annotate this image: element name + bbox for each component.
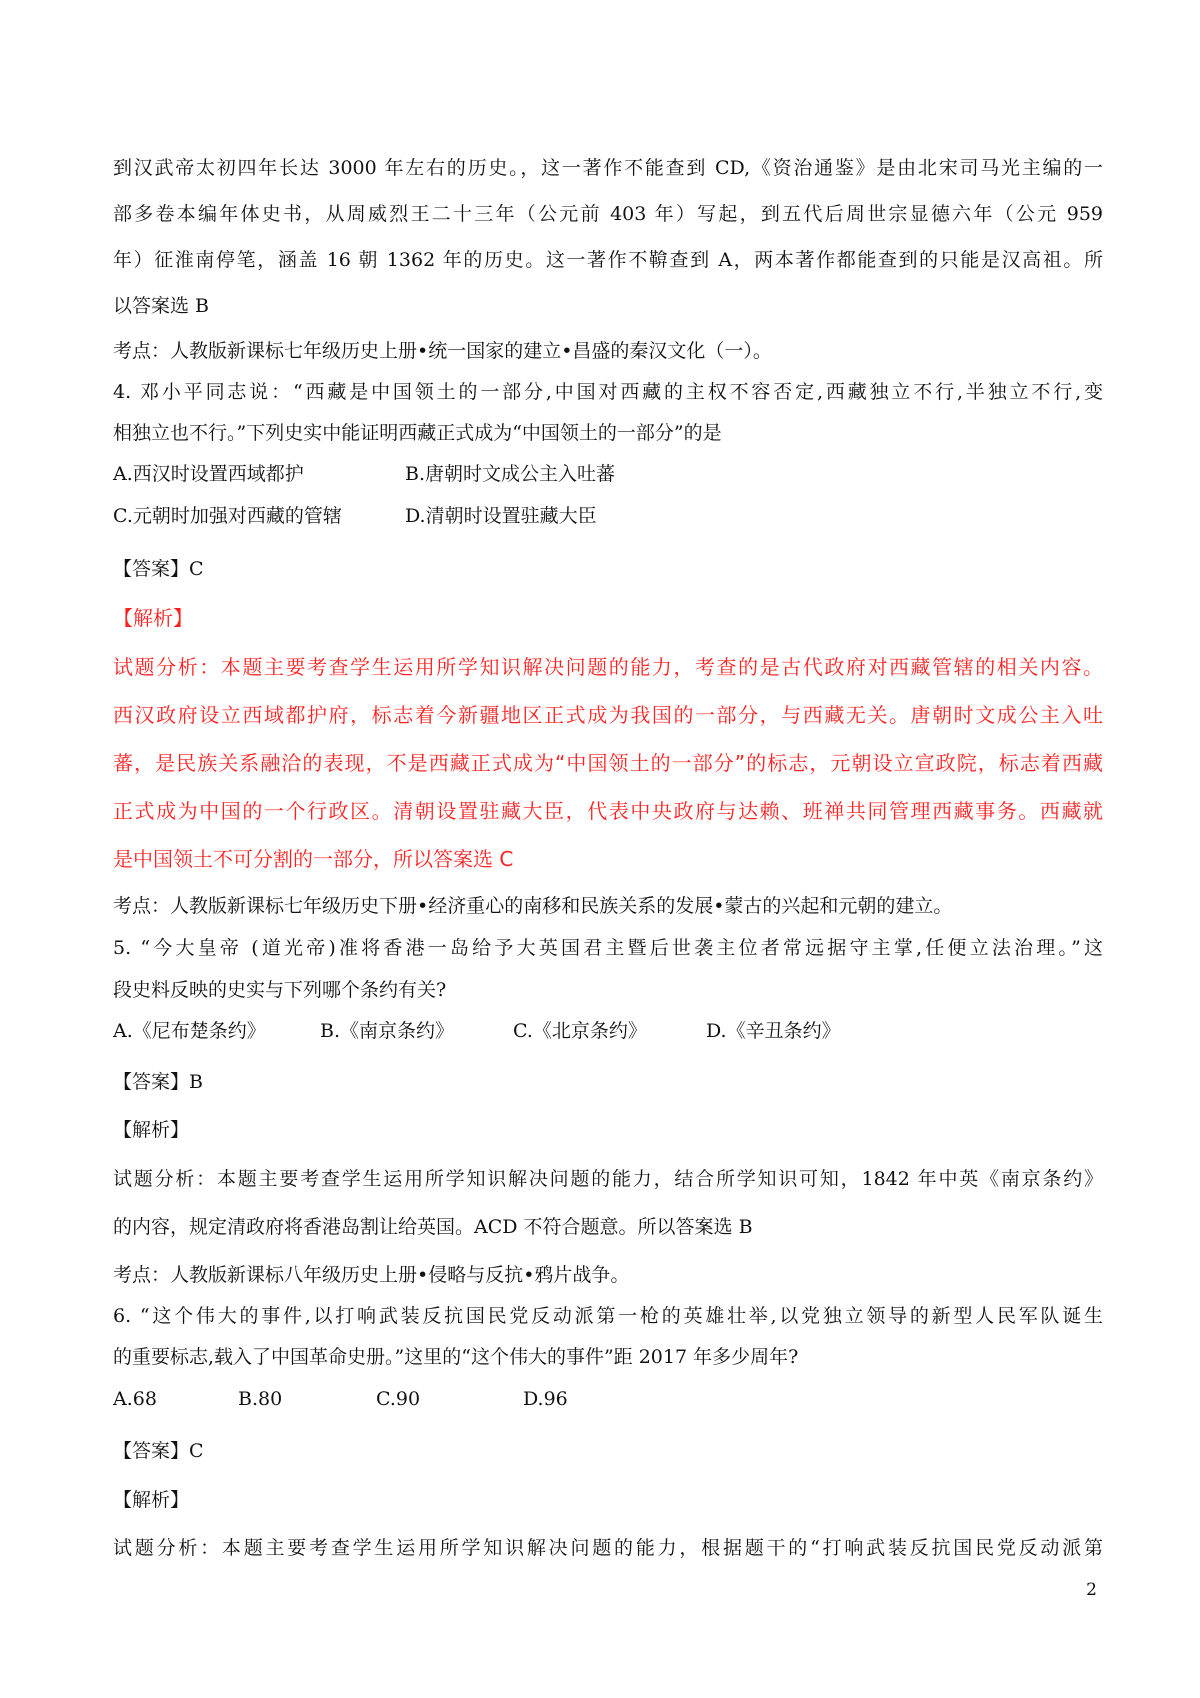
prev-analysis-line-4: 以答案选 B bbox=[113, 295, 210, 317]
q4-option-d: D.清朝时设置驻藏大臣 bbox=[405, 505, 597, 527]
q6-option-a: A.68 bbox=[113, 1388, 157, 1410]
q5-option-d: D.《辛丑条约》 bbox=[706, 1020, 841, 1042]
prev-analysis-line-1: 到汉武帝太初四年长达 3000 年左右的历史。，这一著作不能查到 CD,《资治通鉴》是由北宋司马光主编的一 bbox=[113, 157, 1103, 179]
q6-option-c: C.90 bbox=[376, 1388, 421, 1410]
q5-knowledge-point: 考点：人教版新课标八年级历史上册•侵略与反抗•鸦片战争。 bbox=[113, 1264, 630, 1286]
prev-analysis-line-3: 年）征淮南停笔，涵盖 16 朝 1362 年的历史。这一著作不鞥查到 A，两本著作都能查到的只能是汉高祖。所 bbox=[113, 249, 1103, 271]
q4-knowledge-point: 考点：人教版新课标七年级历史下册•经济重心的南移和民族关系的发展•蒙古的兴起和元朝的建立。 bbox=[113, 895, 953, 917]
q6-option-d: D.96 bbox=[523, 1388, 568, 1410]
q6-stem-line-2: 的重要标志,载入了中国革命史册。”这里的“这个伟大的事件”距 2017 年多少周年? bbox=[113, 1346, 799, 1368]
page-number: 2 bbox=[1086, 1580, 1097, 1600]
q5-stem-line-2: 段史料反映的史实与下列哪个条约有关? bbox=[113, 979, 447, 1001]
q5-option-a: A.《尼布楚条约》 bbox=[113, 1020, 266, 1042]
q4-option-a: A.西汉时设置西域都护 bbox=[113, 463, 304, 485]
q4-analysis-line-5: 是中国领土不可分割的一部分，所以答案选 C bbox=[113, 847, 514, 871]
q5-answer: 【答案】B bbox=[113, 1071, 203, 1093]
prev-analysis-line-2: 部多卷本编年体史书，从周威烈王二十三年（公元前 403 年）写起，到五代后周世宗显德六年（公元 959 bbox=[113, 203, 1103, 225]
q4-option-c: C.元朝时加强对西藏的管辖 bbox=[113, 505, 342, 527]
q6-answer: 【答案】C bbox=[113, 1440, 204, 1462]
q4-analysis-title: 【解析】 bbox=[113, 606, 193, 630]
q5-analysis-line-1: 试题分析：本题主要考查学生运用所学知识解决问题的能力，结合所学知识可知，1842 年中英《南京条约》 bbox=[113, 1168, 1103, 1190]
q4-analysis-line-2: 西汉政府设立西域都护府，标志着今新疆地区正式成为我国的一部分，与西藏无关。唐朝时文成公主入吐 bbox=[113, 703, 1103, 727]
q5-option-b: B.《南京条约》 bbox=[320, 1020, 455, 1042]
q5-stem-line-1: 5. “今大皇帝 (道光帝)准将香港一岛给予大英国君主暨后世袭主位者常远据守主掌,任便立法治理。”这 bbox=[113, 937, 1103, 959]
q5-analysis-line-2: 的内容，规定清政府将香港岛割让给英国。ACD 不符合题意。所以答案选 B bbox=[113, 1216, 753, 1238]
q6-analysis-title: 【解析】 bbox=[113, 1489, 190, 1511]
q6-stem-line-1: 6. “这个伟大的事件,以打响武装反抗国民党反动派第一枪的英雄壮举,以党独立领导的新型人民军队诞生 bbox=[113, 1305, 1103, 1327]
q4-option-b: B.唐朝时文成公主入吐蕃 bbox=[405, 463, 616, 485]
q4-analysis-line-4: 正式成为中国的一个行政区。清朝设置驻藏大臣，代表中央政府与达赖、班禅共同管理西藏事务。西藏就 bbox=[113, 799, 1103, 823]
q4-stem-line-2: 相独立也不行。”下列史实中能证明西藏正式成为“中国领土的一部分”的是 bbox=[113, 422, 722, 444]
q6-analysis-line-1: 试题分析：本题主要考查学生运用所学知识解决问题的能力，根据题干的“打响武装反抗国民党反动派第 bbox=[113, 1537, 1103, 1559]
q4-analysis-line-1: 试题分析：本题主要考查学生运用所学知识解决问题的能力，考查的是古代政府对西藏管辖的相关内容。 bbox=[113, 655, 1103, 679]
q4-stem-line-1: 4. 邓小平同志说：“西藏是中国领土的一部分,中国对西藏的主权不容否定,西藏独立不行,半独立不行,变 bbox=[113, 381, 1103, 403]
q5-option-c: C.《北京条约》 bbox=[513, 1020, 647, 1042]
q4-analysis-line-3: 蕃，是民族关系融洽的表现，不是西藏正式成为“中国领土的一部分”的标志，元朝设立宣政院，标志着西藏 bbox=[113, 751, 1103, 775]
q5-analysis-title: 【解析】 bbox=[113, 1119, 190, 1141]
q4-answer: 【答案】C bbox=[113, 558, 204, 580]
prev-knowledge-point: 考点：人教版新课标七年级历史上册•统一国家的建立•昌盛的秦汉文化（一）。 bbox=[113, 340, 772, 362]
q6-option-b: B.80 bbox=[238, 1388, 283, 1410]
